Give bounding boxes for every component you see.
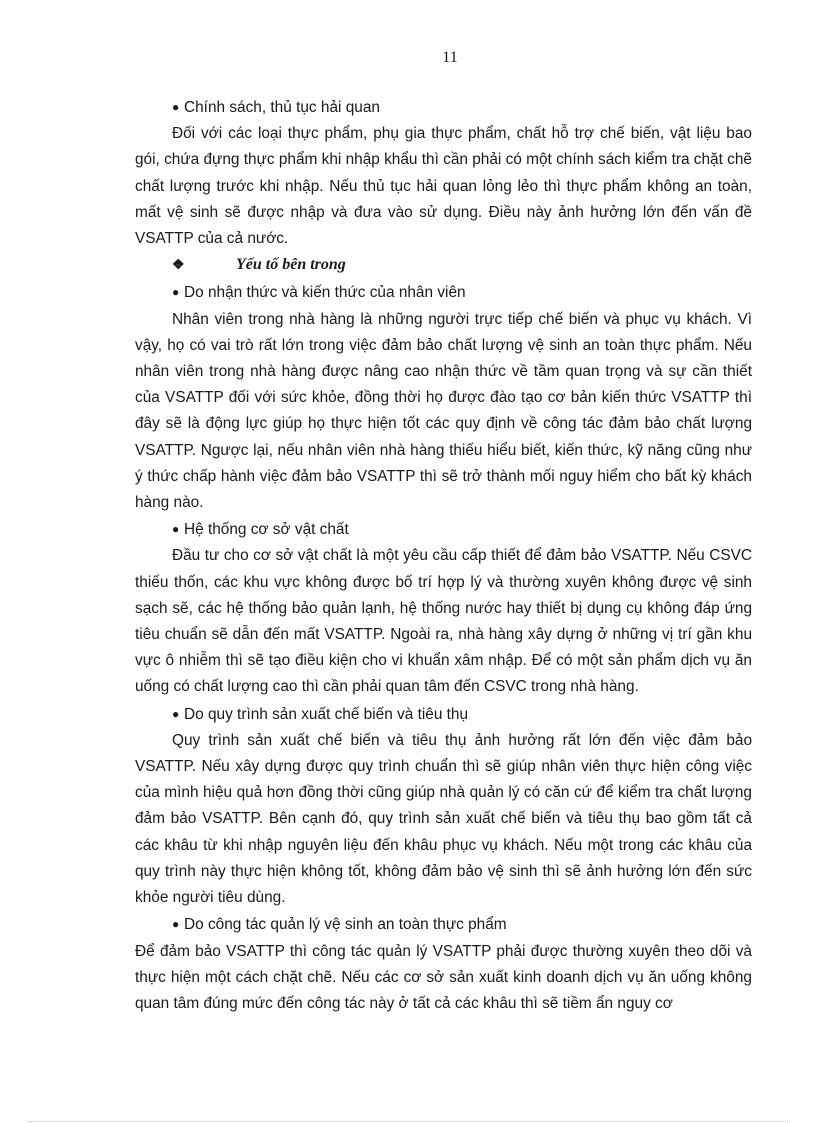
bullet-text: Chính sách, thủ tục hải quan (184, 99, 380, 116)
paragraph-process: Quy trình sản xuất chế biến và tiêu thụ ảnh hưởng rất lớn đến việc đảm bảo VSATTP. Nếu xây dựng được quy trình chuẩn thì sẽ giúp nhân viên thực hiện công việc của mình hiệu quả hơn đồng thời cũng giúp nhà quản lý có căn cứ để kiểm tra chất lượng đảm bảo VSATTP. Bên cạnh đó, quy trình sản xuất chế biến và tiêu thụ bao gồm tất cả các khâu từ khi nhập nguyên liệu đến khâu phục vụ khách. Nếu một trong các khâu của quy trình này thực hiện không tốt, không đảm bảo vệ sinh thì sẽ ảnh hưởng lớn đến sức khỏe người tiêu dùng. (135, 731, 752, 907)
bullet-icon: ● (172, 522, 180, 537)
paragraph-facilities: Đầu tư cho cơ sở vật chất là một yêu cầu cấp thiết để đảm bảo VSATTP. Nếu CSVC thiếu thốn, các khu vực không được bố trí hợp lý và thường xuyên không được vệ sinh sạch sẽ, các hệ thống bảo quản lạnh, hệ thống nước hay thiết bị dụng cụ không đáp ứng tiêu chuẩn sẽ dẫn đến mất VSATTP. Ngoài ra, nhà hàng xây dựng ở những vị trí gần khu vực ô nhiễm thì sẽ tạo điều kiện cho vi khuẩn xâm nhập. Để có một sản phẩm dịch vụ ăn uống có chất lượng cao thì cần phải quan tâm đến CSVC trong nhà hàng. (135, 547, 752, 696)
diamond-bullet-icon: ❖ (172, 258, 185, 274)
document-body (135, 94, 752, 1017)
bullet-facilities (135, 516, 752, 543)
bullet-text: Do quy trình sản xuất chế biến và tiêu thụ (184, 705, 469, 723)
bullet-icon: ● (172, 706, 180, 721)
bullet-icon: ● (172, 100, 180, 114)
paragraph-staff: Nhân viên trong nhà hàng là những người trực tiếp chế biến và phục vụ khách. Vì vậy, họ có vai trò rất lớn trong việc đảm bảo chất lượng vệ sinh an toàn thực phẩm. Nếu nhân viên trong nhà hàng được nâng cao nhận thức về tầm quan trọng và sự cần thiết của VSATTP đối với sức khỏe, đồng thời họ được đào tạo cơ bản kiến thức VSATTP thì đây sẽ là động lực giúp họ thực hiện tốt các quy định về công tác đảm bảo chất lượng VSATTP. Ngược lại, nếu nhân viên nhà hàng thiếu hiểu biết, kiến thức, kỹ năng cũng như ý thức chấp hành việc đảm bảo VSATTP thì sẽ trở thành mối nguy hiểm cho bất kỳ khách hàng nào. (135, 310, 752, 512)
paragraph-management: Để đảm bảo VSATTP thì công tác quản lý VSATTP phải được thường xuyên theo dõi và thực hiện một cách chặt chẽ. Nếu các cơ sở sản xuất kinh doanh dịch vụ ăn uống không quan tâm đúng mức đến công tác này ở tất cả các khâu thì sẽ tiềm ẩn nguy cơ (135, 942, 752, 1012)
bullet-production-process (135, 701, 752, 728)
page-bottom-divider (28, 1121, 788, 1122)
page-number: 11 (442, 49, 458, 66)
bullet-food-safety-management (135, 911, 752, 938)
bullet-staff-awareness (135, 279, 752, 306)
bullet-text: Do công tác quản lý vệ sinh an toàn thực phẩm (184, 916, 507, 934)
bullet-customs-policy (135, 94, 752, 121)
bullet-icon: ● (172, 285, 180, 300)
heading-text: Yếu tố bên trong (236, 256, 346, 274)
bullet-text: Do nhận thức và kiến thức của nhân viên (184, 284, 466, 302)
bullet-text: Hệ thống cơ sở vật chất (184, 521, 349, 539)
paragraph-customs: Đối với các loại thực phẩm, phụ gia thực phẩm, chất hỗ trợ chế biến, vật liệu bao gói, chứa đựng thực phẩm khi nhập khẩu thì cần phải có một chính sách kiểm tra chặt chẽ chất lượng trước khi nhập. Nếu thủ tục hải quan lỏng lẻo thì thực phẩm không an toàn, mất vệ sinh sẽ được nhập và đưa vào sử dụng. Điều này ảnh hưởng lớn đến vấn đề VSATTP của cả nước. (135, 125, 752, 248)
section-heading (135, 252, 752, 279)
bullet-icon: ● (172, 917, 180, 932)
